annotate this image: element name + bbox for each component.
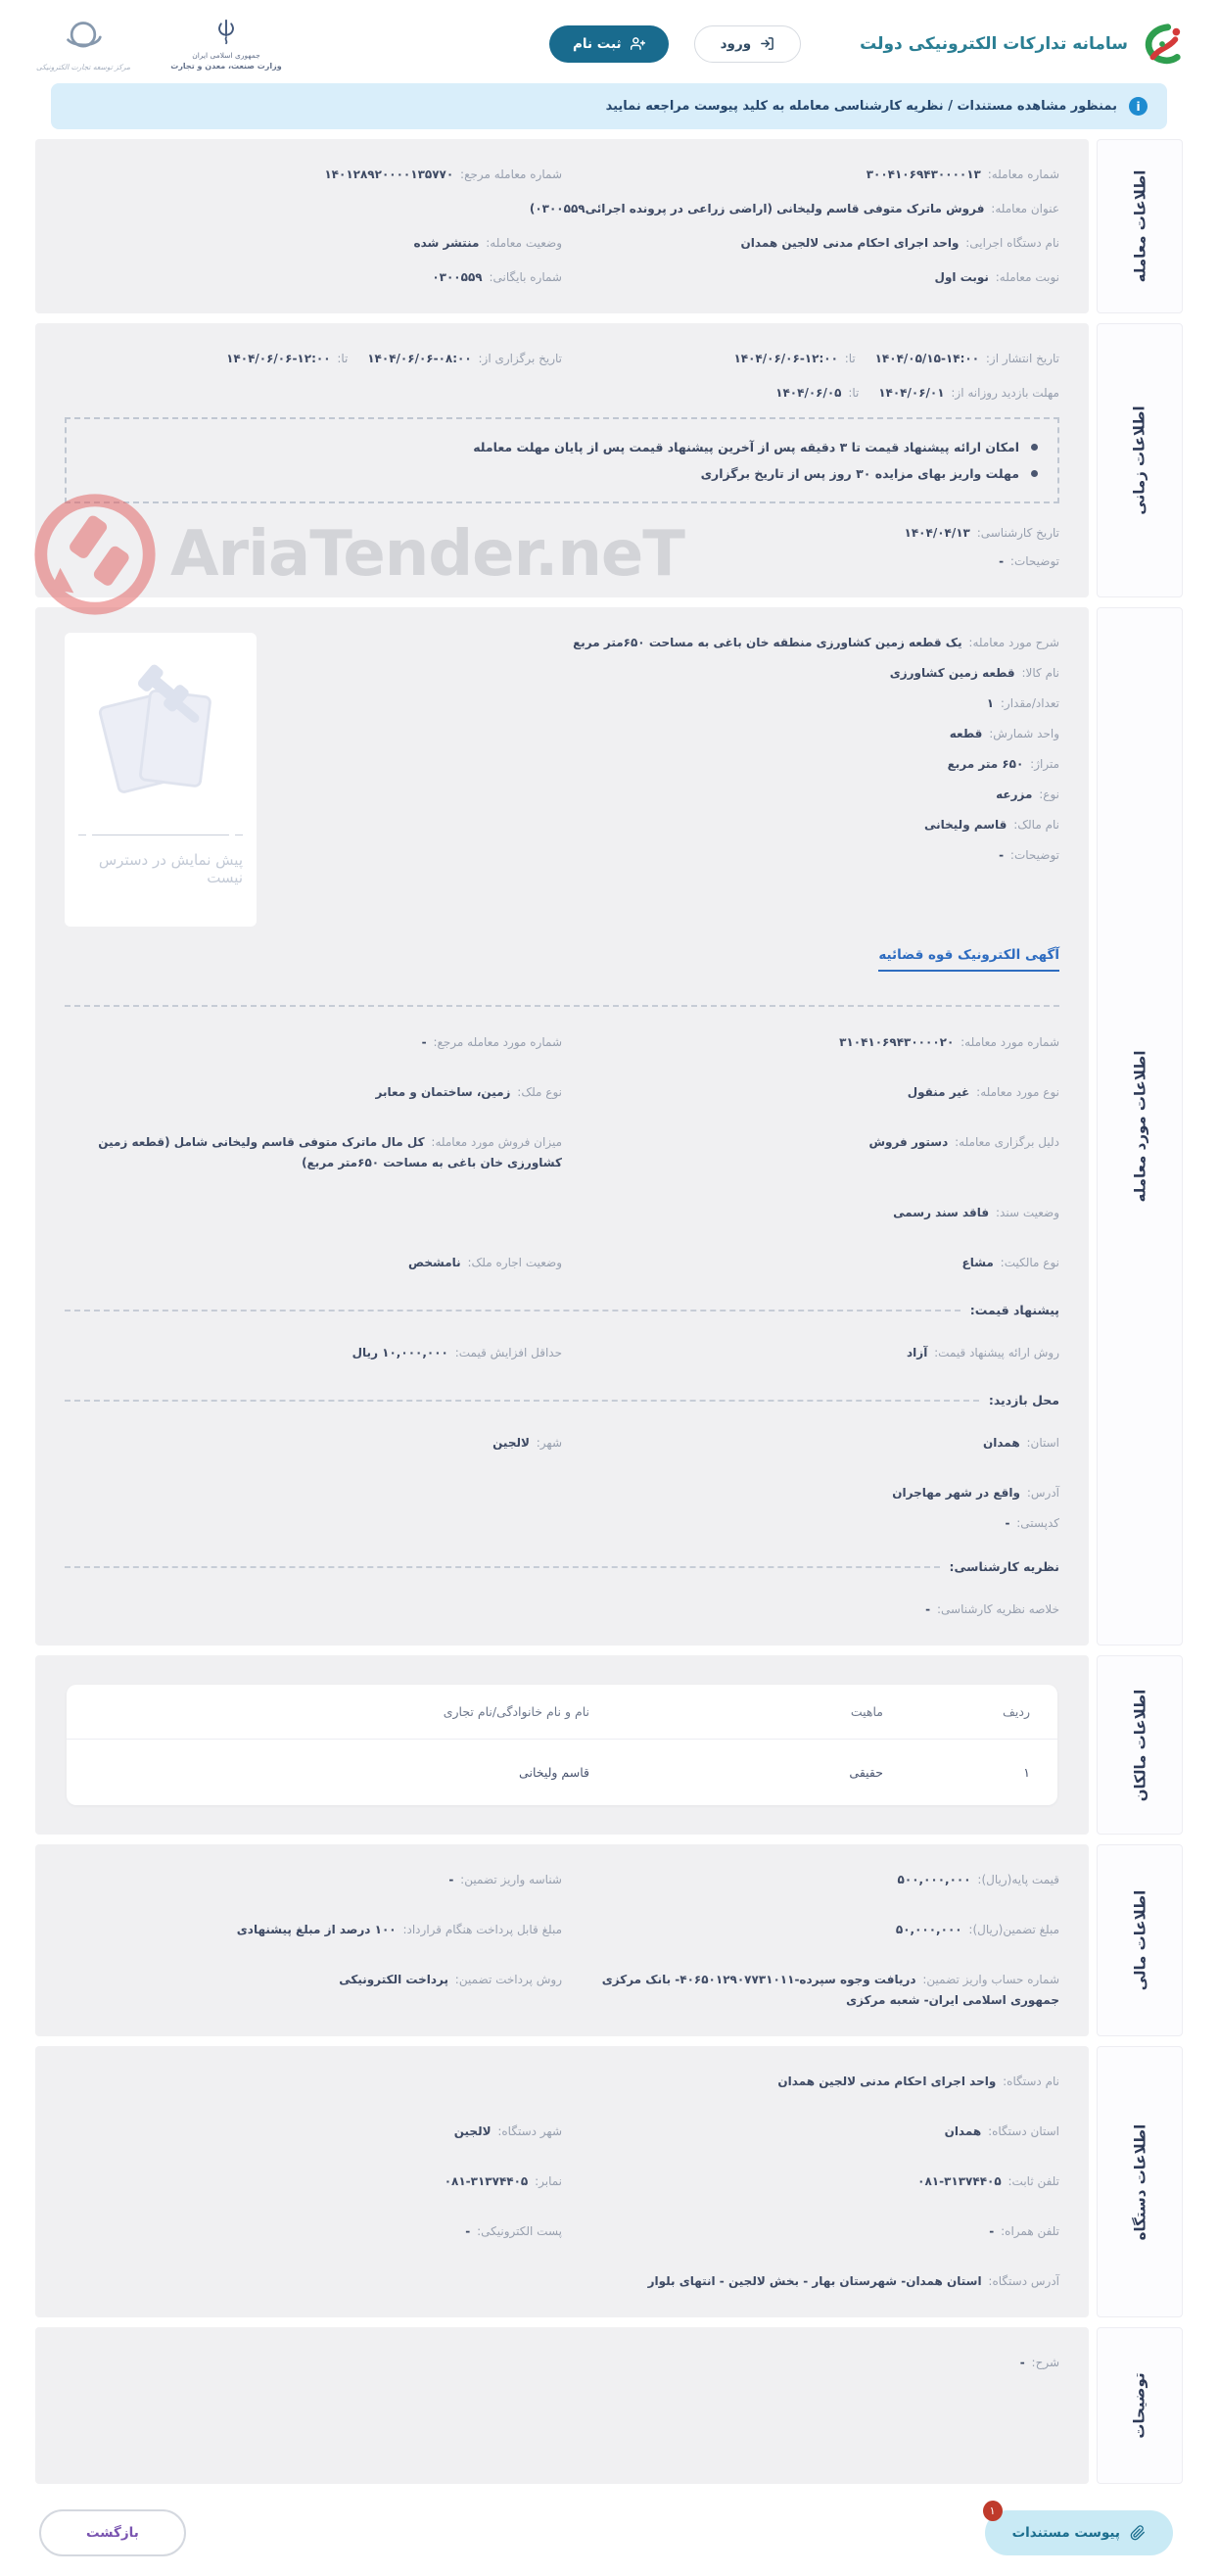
timing-note [86, 460, 1038, 487]
field-value: ۱۴۰۴/۰۴/۱۳ [904, 526, 970, 540]
field-value: ۰۸۱-۳۱۳۷۴۴۰۵ [444, 2174, 529, 2188]
field-deposit-id [65, 1870, 562, 1890]
field-guarantee-pay-method [65, 1970, 562, 2011]
field-value: ۱۴۰۴/۰۵/۱۵-۱۴:۰۰ [874, 352, 980, 365]
section-subject-body [35, 607, 1089, 1646]
field-label: نام دستگاه اجرایی: [965, 236, 1059, 250]
paperclip-icon [1130, 2525, 1146, 2541]
field-label: وضعیت سند: [995, 1206, 1059, 1219]
section-owners-side [1097, 1655, 1183, 1835]
field-label: توضیحات: [1009, 848, 1059, 862]
attachments-wrap [985, 2504, 1173, 2555]
field-doc-status [562, 1203, 1059, 1223]
status-value: منتشر شده [413, 236, 480, 250]
field-label: نام مالک: [1013, 818, 1059, 832]
section-financial-side [1097, 1844, 1183, 2036]
ecommerce-center-logo [64, 18, 103, 57]
field-value: - [421, 1035, 427, 1049]
cell-row-number: ۱ [1023, 1765, 1030, 1780]
field-value: ۱۴۰۴/۰۶/۰۵ [775, 386, 842, 400]
field-label: مبلغ تضمین(ریال): [968, 1923, 1059, 1936]
section-title: اطلاعات معامله [1130, 169, 1148, 283]
field-address [562, 1483, 1059, 1503]
field-label: نام دستگاه: [1003, 2075, 1059, 2088]
field-value: ۱۴۰۴/۰۶/۰۶-۱۲:۰۰ [226, 352, 331, 365]
section-title: اطلاعات مالی [1131, 1889, 1148, 1991]
field-agency-fax [65, 2171, 562, 2192]
section-title: اطلاعات مالکان [1130, 1689, 1148, 1801]
field-deal-status [65, 233, 562, 254]
field-label: واحد شمارش: [989, 727, 1059, 740]
field-label: استان: [1026, 1436, 1059, 1450]
field-rent-status [65, 1253, 562, 1273]
field-quantity [280, 693, 1059, 714]
login-label: ورود [720, 35, 752, 52]
field-label: توضیحات: [1009, 554, 1059, 568]
user-plus-icon [631, 36, 645, 51]
field-item-name [280, 663, 1059, 684]
field-label: نوع ملک: [517, 1085, 562, 1099]
field-type [280, 785, 1059, 805]
field-agency-address [65, 2271, 1059, 2292]
field-value: غیر منقول [907, 1085, 970, 1099]
section-owners-body [35, 1655, 1089, 1835]
field-label: آدرس دستگاه: [988, 2274, 1059, 2288]
notice-text: بمنظور مشاهده مستندات / نظریه کارشناسی معامله به کلید پیوست مراجعه نمایید [605, 99, 1117, 114]
field-value: ۰۸۱-۳۱۳۷۴۴۰۵ [917, 2174, 1002, 2188]
cell-nature: حقیقی [849, 1765, 883, 1780]
header [0, 0, 1218, 73]
judiciary-ad-link[interactable]: آگهی الکترونیک قوه قضائیه [878, 947, 1059, 972]
partner-logos [25, 16, 284, 72]
field-label: دلیل برگزاری معامله: [955, 1135, 1059, 1149]
field-value: - [448, 1873, 454, 1886]
field-label: تلفن همراه: [1001, 2224, 1059, 2238]
field-value: همدان [982, 1436, 1020, 1450]
separator-label: نظریه کارشناسی: [949, 1559, 1059, 1574]
field-label: شهر دستگاه: [497, 2124, 562, 2138]
field-value: مزرعه [996, 787, 1033, 801]
section-title: اطلاعات دستگاه [1131, 2123, 1148, 2240]
section-remarks-body [35, 2327, 1089, 2484]
field-value: واحد اجرای احکام مدنی لالجین همدان [740, 236, 960, 250]
field-base-price [562, 1870, 1059, 1890]
field-value: دریافت وجوه سپرده-۴۰۶۵۰۱۲۹۰۷۷۳۱۰۱۱- بانک مرکزی جمهوری اسلامی ایران- شعبه مرکزی [601, 1973, 1059, 2007]
field-unit [280, 724, 1059, 744]
field-label: مهلت بازدید روزانه از: [951, 386, 1059, 400]
attachments-label: پیوست مستندات [1011, 2525, 1120, 2541]
field-label: شماره مورد معامله: [960, 1035, 1059, 1049]
field-label: وضعیت معامله: [486, 236, 562, 250]
gov-caption-line2: وزارت صنعت، معدن و تجارت [170, 62, 282, 71]
field-value: ۱۴۰۴/۰۶/۰۶-۰۸:۰۰ [367, 352, 472, 365]
owners-table-header [67, 1685, 1057, 1740]
preview-caption: پیش نمایش در دسترس نیست [98, 851, 243, 886]
field-agency-phone [562, 2171, 1059, 2192]
gavel-document-icon [92, 658, 229, 815]
field-agency-province [562, 2122, 1059, 2142]
field-estate-type [65, 1082, 562, 1103]
field-subject-ref-number [65, 1032, 562, 1053]
section-deal-side [1097, 139, 1183, 313]
setad-logo [1140, 22, 1185, 67]
field-item-desc [280, 845, 1059, 866]
field-label: شماره مورد معامله مرجع: [433, 1035, 562, 1049]
timing-notes-box [65, 417, 1059, 503]
field-min-increase [65, 1343, 562, 1363]
expert-separator [65, 1559, 1059, 1574]
field-value: پرداخت الکترونیکی [339, 1973, 448, 1986]
field-label: روش پرداخت تضمین: [454, 1973, 562, 1986]
field-label: حداقل افزایش قیمت: [454, 1346, 562, 1360]
col-header-name: نام و نام خانوادگی/نام تجاری [443, 1704, 589, 1719]
field-label: متراژ: [1030, 757, 1059, 771]
field-value: همدان [944, 2124, 982, 2138]
field-value: ۱۴۰۱۲۸۹۲۰۰۰۰۱۳۵۷۷۰ [324, 167, 454, 181]
cell-name: قاسم ولیخانی [519, 1765, 589, 1780]
watermark-text: AriaTender.neT [170, 518, 684, 591]
visit-separator [65, 1393, 1059, 1407]
bullet-dot-icon [1031, 444, 1038, 451]
field-label: تا: [848, 386, 860, 400]
attachments-count-badge: ۱ [983, 2501, 1003, 2521]
field-label: تا: [337, 352, 349, 365]
field-label: تعداد/مقدار: [1000, 696, 1059, 710]
field-publish-dates [562, 349, 1059, 369]
field-value: ۵۰۰,۰۰۰,۰۰۰ [897, 1873, 971, 1886]
field-label: عنوان معامله: [991, 202, 1059, 215]
owners-table [67, 1685, 1057, 1805]
field-label: خلاصه نظریه کارشناسی: [936, 1602, 1059, 1616]
field-value: ۱۴۰۴/۰۶/۰۶-۱۲:۰۰ [733, 352, 838, 365]
field-label: استان دستگاه: [988, 2124, 1059, 2138]
field-deal-number [562, 165, 1059, 185]
section-agency-body [35, 2046, 1089, 2317]
field-value: یک قطعه زمین کشاورزی منطقه خان باغی به مساحت ۶۵۰متر مربع [573, 636, 962, 649]
field-value: ۱۴۰۴/۰۶/۰۱ [878, 386, 945, 400]
field-label: شماره معامله مرجع: [460, 167, 562, 181]
subject-fields [280, 633, 1059, 927]
field-label: میزان فروش مورد معامله: [431, 1135, 562, 1149]
bullet-dot-icon [1031, 470, 1038, 477]
field-label: شماره معامله: [987, 167, 1059, 181]
col-header-row: ردیف [1002, 1704, 1030, 1719]
field-guarantee-amount [562, 1920, 1059, 1940]
field-value: فاقد سند رسمی [893, 1206, 990, 1219]
section-agency-side [1097, 2046, 1183, 2317]
section-financial-info [35, 1844, 1183, 2036]
field-label: تاریخ برگزاری از: [478, 352, 562, 365]
field-label: شماره حساب واریز تضمین: [922, 1973, 1059, 1986]
attachments-button[interactable] [985, 2510, 1173, 2555]
field-value: ۱۰,۰۰۰,۰۰۰ ریال [351, 1346, 448, 1360]
image-preview-placeholder [65, 633, 257, 927]
field-value: واحد اجرای احکام مدنی لالجین همدان [777, 2075, 997, 2088]
field-agency-email [65, 2221, 562, 2242]
field-province [562, 1433, 1059, 1454]
field-agency-city [65, 2122, 562, 2142]
field-value: ۰۳۰۰۵۵۹ [432, 270, 483, 284]
field-label: شهر: [536, 1436, 562, 1450]
col-header-nature: ماهیت [850, 1704, 883, 1719]
field-value: نوبت اول [934, 270, 989, 284]
back-label: بازگشت [86, 2525, 139, 2541]
field-exec-org [562, 233, 1059, 254]
field-value: استان همدان- شهرستان بهار - بخش لالجین - انتهای بلوار [647, 2274, 982, 2288]
field-deal-round [562, 267, 1059, 288]
field-sale-reason [562, 1132, 1059, 1173]
field-label: تلفن ثابت: [1007, 2174, 1059, 2188]
field-value: دستور فروش [868, 1135, 949, 1149]
field-value: زمین، ساختمان و معابر [375, 1085, 511, 1099]
separator [65, 1005, 1059, 1007]
field-value: قطعه [949, 727, 983, 740]
field-value: - [999, 848, 1005, 862]
field-value: - [925, 1602, 931, 1616]
field-value: ۵۰,۰۰۰,۰۰۰ [895, 1923, 962, 1936]
field-offer-method [562, 1343, 1059, 1363]
section-title: توضیحات [1131, 2372, 1149, 2439]
field-label: وضعیت اجاره ملک: [467, 1256, 562, 1269]
field-value: قاسم ولیخانی [923, 818, 1007, 832]
separator-label: محل بازدید: [988, 1393, 1059, 1407]
field-expert-summary [562, 1599, 1059, 1620]
ecommerce-center-caption: مرکز توسعه تجارت الکترونیکی [35, 63, 131, 72]
section-owners-info [35, 1655, 1183, 1835]
field-label: شماره بایگانی: [489, 270, 562, 284]
section-timing-body [35, 323, 1089, 597]
field-label: روش ارائه پیشنهاد قیمت: [934, 1346, 1059, 1360]
section-financial-body [35, 1844, 1089, 2036]
section-deal-body [35, 139, 1089, 313]
section-timing-side [1097, 323, 1183, 597]
field-label: نمابر: [535, 2174, 562, 2188]
field-value: قطعه زمین کشاورزی [889, 666, 1015, 680]
field-owner-name [280, 815, 1059, 835]
field-label: مبلغ قابل پرداخت هنگام قرارداد: [402, 1923, 562, 1936]
field-value: - [1005, 1516, 1010, 1530]
field-value: - [1019, 2356, 1025, 2369]
section-remarks [35, 2327, 1183, 2484]
field-label: تا: [844, 352, 856, 365]
field-timing-desc [65, 551, 1059, 572]
field-remarks-desc [65, 2353, 1059, 2373]
field-label: نام کالا: [1021, 666, 1059, 680]
section-timing-info [35, 323, 1183, 597]
owner-table-row [67, 1740, 1057, 1805]
field-label: آدرس: [1026, 1486, 1059, 1500]
field-agency-name [65, 2072, 1059, 2092]
field-ownership-type [562, 1253, 1059, 1273]
login-icon [760, 36, 774, 51]
field-value: کل مال ماترک متوفی قاسم ولیخانی شامل (قطعه زمین کشاورزی خان باغی به مساحت ۶۵۰متر مربع) [98, 1135, 562, 1169]
field-value: واقع در شهر مهاجران [892, 1486, 1020, 1500]
field-sale-amount [65, 1132, 562, 1173]
field-label: نوع مالکیت: [1000, 1256, 1059, 1269]
field-postal-code [562, 1513, 1059, 1534]
field-value: - [989, 2224, 995, 2238]
field-held-dates [65, 349, 562, 369]
field-city [65, 1433, 562, 1454]
field-visit-dates [562, 383, 1059, 404]
field-value: ۳۰۰۴۱۰۶۹۴۳۰۰۰۰۱۳ [866, 167, 981, 181]
section-remarks-side [1097, 2327, 1183, 2484]
field-label: شناسه واریز تضمین: [460, 1873, 562, 1886]
field-guarantee-account [562, 1970, 1059, 2011]
field-deal-title [65, 199, 1059, 219]
field-area [280, 754, 1059, 775]
register-label: ثبت نام [573, 35, 622, 52]
field-value: ۱ [986, 696, 995, 710]
note-text: مهلت واریز بهای مزایده ۳۰ روز پس از تاریخ برگزاری [700, 466, 1019, 481]
brand [860, 22, 1185, 67]
field-label: نوع مورد معامله: [976, 1085, 1059, 1099]
field-label: شرح مورد معامله: [968, 636, 1059, 649]
ecommerce-center-logo-block [25, 18, 141, 72]
section-title: اطلاعات مورد معامله [1130, 1050, 1148, 1203]
field-deal-ref-number [65, 165, 562, 185]
field-expert-date [65, 523, 1059, 544]
field-value: ۱۰۰ درصد از مبلغ پیشنهادی [236, 1923, 397, 1936]
field-value: ۶۵۰ متر مربع [947, 757, 1024, 771]
field-label: کدپستی: [1016, 1516, 1059, 1530]
field-label: نوبت معامله: [995, 270, 1059, 284]
timing-note [86, 434, 1038, 460]
field-value: - [465, 2224, 471, 2238]
field-value: لالجین [492, 1436, 530, 1450]
section-deal-info [35, 139, 1183, 313]
section-subject-side [1097, 607, 1183, 1646]
app-title: سامانه تدارکات الکترونیکی دولت [860, 33, 1128, 54]
iran-emblem-logo [213, 18, 239, 47]
section-title: اطلاعات زمانی [1130, 405, 1148, 515]
field-label: تاریخ انتشار از: [985, 352, 1059, 365]
field-label: قیمت پایه(ریال): [977, 1873, 1059, 1886]
field-agency-mobile [562, 2221, 1059, 2242]
notice-banner [51, 83, 1167, 129]
field-payable-amount [65, 1920, 562, 1940]
field-value: مشاع [961, 1256, 994, 1269]
login-button[interactable] [694, 25, 801, 63]
section-agency-info [35, 2046, 1183, 2317]
field-value: آزاد [907, 1346, 928, 1360]
field-archive-number [65, 267, 562, 288]
note-text: امکان ارائه پیشنهاد قیمت تا ۳ دقیقه پس از آخرین پیشنهاد قیمت پس از پایان مهلت معامله [473, 440, 1019, 454]
field-label: نوع: [1039, 787, 1059, 801]
field-subject-type [562, 1082, 1059, 1103]
field-subject-number [562, 1032, 1059, 1053]
field-value: - [999, 554, 1005, 568]
iran-emblem-logo-block [168, 18, 284, 71]
field-label: تاریخ کارشناسی: [976, 526, 1059, 540]
field-value: نامشخص [408, 1256, 461, 1269]
back-button[interactable] [39, 2509, 186, 2556]
gov-caption-line1: جمهوری اسلامی ایران [192, 51, 260, 60]
price-separator [65, 1303, 1059, 1317]
field-label: پست الکترونیکی: [477, 2224, 562, 2238]
field-label: شرح: [1031, 2356, 1059, 2369]
info-icon: i [1129, 97, 1148, 116]
field-value: لالجین [453, 2124, 492, 2138]
register-button[interactable] [549, 25, 669, 63]
separator-label: پیشنهاد قیمت: [969, 1303, 1059, 1317]
field-value: فروش ماترک متوفی قاسم ولیخانی (اراضی زراعی در پرونده اجرائی۰۳۰۰۵۵۹) [529, 202, 985, 215]
footer-actions [39, 2504, 1173, 2556]
section-subject-info [35, 607, 1183, 1646]
field-subject-desc [280, 633, 1059, 653]
field-value: ۳۱۰۴۱۰۶۹۴۳۰۰۰۰۲۰ [839, 1035, 955, 1049]
